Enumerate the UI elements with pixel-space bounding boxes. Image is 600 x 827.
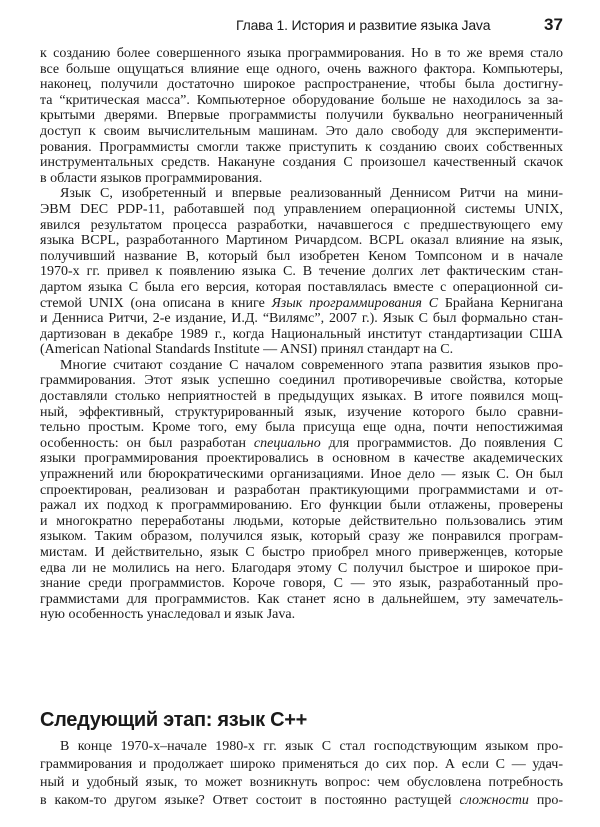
text-line: все больше ощущаться влияние еще одного, очень важного фактора. Компьютеры, (40, 61, 563, 77)
text-line: спроектирован, реализован и разработан практикующими программистами и от- (40, 482, 563, 498)
text-line: ЭВМ DEC PDP-11, работавшей под управлением операционной системы UNIX, (40, 201, 563, 217)
text-line: к созданию более совершенного языка программирования. Но в то же время стало (40, 46, 563, 61)
text-segment: Брайана Кернигана (438, 295, 564, 311)
text-line: доступ к своим вычислительным машинам. Это дало свободу для эксперименти- (40, 123, 563, 139)
text-line: знание среди программистов. Короче говоря, С — это язык, разработанный про- (40, 576, 563, 592)
text-line: и многократно переработаны людьми, которые действительно пользовались этим (40, 513, 563, 529)
text-line (40, 436, 563, 452)
text-line: граммистами для программистов. Как станет ясно в дальнейшем, эту замечатель- (40, 591, 563, 607)
text-line: доставляли столько неприятностей в предыдущих языках. В итоге появился мощ- (40, 389, 563, 405)
text-line: наконец, получили достаточно широкое распространение, чтобы была достигну- (40, 77, 563, 93)
text-line: рования. Программисты смогли также приступить к созданию своих собственных (40, 139, 563, 155)
chapter-title: Глава 1. История и развитие языка Java (236, 17, 491, 33)
text-segment: про- (528, 793, 563, 808)
text-line: 1970-х гг. привел к появлению языка С. В течение долгих лет фактическим стан- (40, 264, 563, 280)
text-segment: стемой UNIX (она описана в книге (40, 295, 272, 311)
text-line: мистам. И действительно, язык С быстро приобрел много приверженцев, которые (40, 545, 563, 560)
italic-text: специально (253, 435, 321, 451)
body-text (40, 46, 563, 623)
text-line: ный и удобный язык, то может возникнуть вопрос: чем обусловлена потребность (40, 775, 563, 790)
text-line: ражал их подход к программированию. Его функции были отлажены, проверены (40, 498, 563, 514)
text-line: получивший название В, который был изобретен Кеном Томпсоном и в начале (40, 248, 563, 264)
text-line: В конце 1970-х–начале 1980-х гг. язык С стал господствующим языком про- (60, 739, 563, 754)
section-heading: Следующий этап: язык С++ (40, 709, 308, 731)
text-line (40, 792, 563, 810)
text-line: едва ли не молились на него. Благодаря этому С получил быстрое и широкое при- (40, 560, 563, 576)
text-line: упражнений или бюрократическими организациями. Иное дело — язык С. Он был (40, 467, 563, 483)
text-segment: особенность: он был разработан (40, 435, 254, 451)
section-text (40, 738, 563, 810)
italic-text: сложности (459, 793, 529, 808)
text-line: тельно простым. Кроме того, ему была присуща еще одна, почти непостижимая (40, 420, 563, 436)
text-line: языка BCPL, разработанного Мартином Ричардсом. BCPL оказал влияние на язык, (40, 233, 563, 249)
text-segment: для программистов. До появления С (320, 435, 563, 451)
text-line: дартом языка С была его версия, которая поставлялась вместе с операционной си- (40, 279, 563, 295)
text-line: ную особенность унаследовал и язык Java. (40, 607, 296, 623)
text-line: ный, эффективный, структурированный язык, изучение которого было сравни- (40, 404, 563, 420)
text-line: (American National Standards Institute — ANSI) принял стандарт на С. (40, 342, 454, 358)
text-line: в области языков программирования. (40, 170, 263, 186)
text-line: дартизован в декабре 1989 г., когда Национальный институт стандартизации США (40, 326, 563, 342)
text-line: Многие считают создание С началом современного этапа развития языков про- (60, 357, 563, 373)
text-line (40, 296, 563, 312)
text-line: и Денниса Ритчи, 2-е издание, И.Д. “Вилямс”, 2007 г.). Язык С был формально стан- (40, 311, 563, 327)
text-line: Язык С, изобретенный и впервые реализованный Деннисом Ритчи на мини- (60, 186, 563, 202)
italic-text: Язык программирования С (271, 295, 439, 311)
text-line: инструментальных средств. Накануне создания С произошел качественный скачок (40, 155, 563, 171)
text-line: языком. Таким образом, получился язык, который сразу же понравился програм- (40, 529, 563, 545)
running-header (0, 16, 600, 36)
text-line: граммирования и продолжает широко применяться до сих пор. А если С — удач- (40, 757, 563, 772)
text-line: языки программирования проектировались в основном в качестве академических (40, 451, 563, 467)
text-segment: в каком-то другом языке? Ответ состоит в постоянно растущей (40, 793, 460, 808)
text-line: явился результатом процесса разработки, начавшегося с предшествующего ему (40, 217, 563, 233)
page-number: 37 (544, 15, 563, 34)
text-line: та “критическая масса”. Компьютерное оборудование больше не находилось за за- (40, 92, 563, 108)
text-line: граммирования. Этот язык успешно соединил противоречивые свойства, которые (40, 373, 563, 389)
text-line: крытыми дверями. Впервые программисты получили буквально неограниченный (40, 108, 563, 124)
